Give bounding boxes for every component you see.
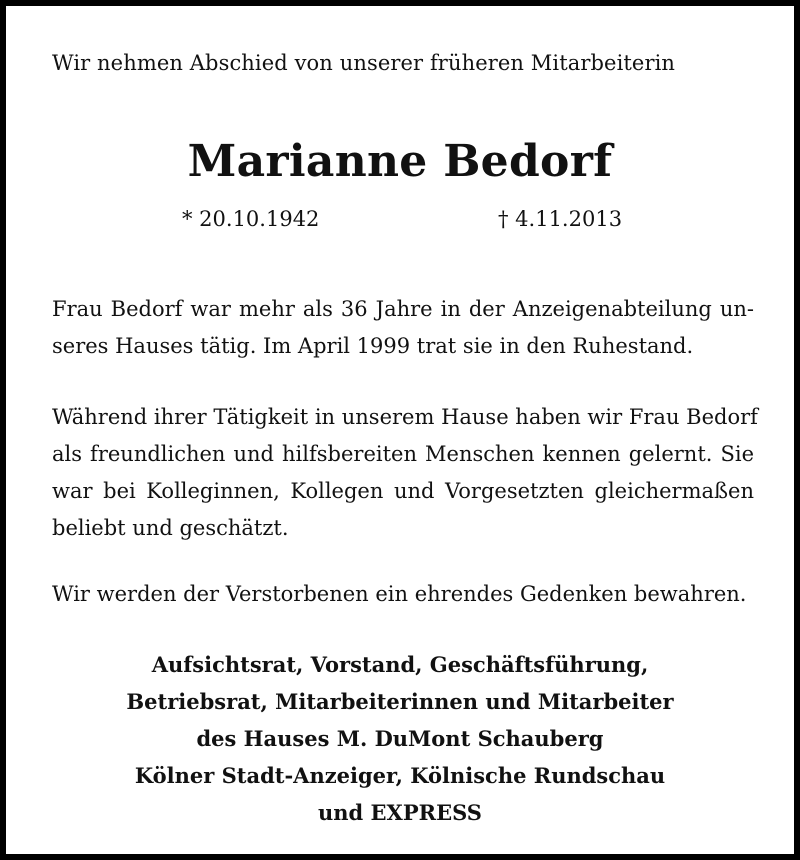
- paragraph-remembrance: [52, 576, 754, 613]
- birth-date: * 20.10.1942: [182, 207, 320, 231]
- text-line: Frau Bedorf war mehr als 36 Jahre in der Anzeigenabteilung un-: [52, 297, 754, 321]
- intro-line: Wir nehmen Abschied von unserer früheren Mitarbeiterin: [52, 51, 676, 75]
- text-line: Wir werden der Verstorbenen ein ehrendes Gedenken bewahren.: [52, 582, 747, 606]
- text-line: als freundlichen und hilfsbereiten Menschen kennen gelernt. Sie: [52, 442, 754, 466]
- text-line: seres Hauses tätig. Im April 1999 trat sie in den Ruhestand.: [52, 334, 694, 358]
- signer-line: und EXPRESS: [318, 800, 482, 825]
- signer-line: Kölner Stadt-Anzeiger, Kölnische Rundschau: [134, 763, 666, 788]
- signer-line: Aufsichtsrat, Vorstand, Geschäftsführung,: [151, 652, 649, 677]
- paragraph-character: [52, 399, 758, 547]
- text-line: beliebt und geschätzt.: [52, 516, 289, 540]
- paragraph-career: [52, 291, 754, 365]
- death-date: † 4.11.2013: [498, 207, 623, 231]
- signer-line: Betriebsrat, Mitarbeiterinnen und Mitarbeiter: [126, 689, 674, 714]
- text-line: Während ihrer Tätigkeit in unserem Hause haben wir Frau Bedorf: [52, 405, 758, 429]
- signers-block: [6, 646, 794, 831]
- deceased-name: Marianne Bedorf: [187, 136, 613, 187]
- text-line: war bei Kolleginnen, Kollegen und Vorgesetzten gleichermaßen: [52, 479, 754, 503]
- signer-line: des Hauses M. DuMont Schauberg: [196, 726, 604, 751]
